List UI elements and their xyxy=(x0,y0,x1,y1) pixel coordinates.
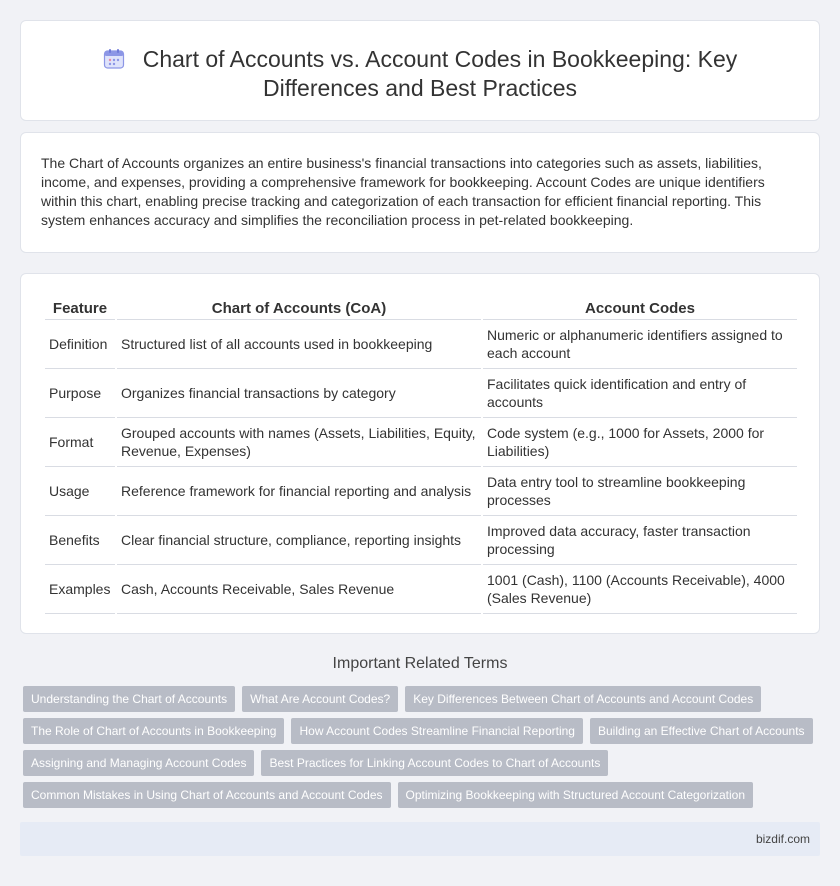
calendar-icon xyxy=(103,48,125,70)
site-name[interactable]: bizdif.com xyxy=(755,832,810,846)
table-row xyxy=(45,320,797,369)
related-term-link[interactable]: What Are Account Codes? xyxy=(242,686,398,712)
account-codes-cell: Numeric or alphanumeric identifiers assigned to each account xyxy=(483,320,797,369)
title-card xyxy=(20,20,820,121)
header-feature: Feature xyxy=(45,294,115,320)
table-row xyxy=(45,467,797,516)
related-term-link[interactable]: Optimizing Bookkeeping with Structured Account Categorization xyxy=(398,782,754,808)
feature-cell: Definition xyxy=(45,320,115,369)
coa-cell: Reference framework for financial reporting and analysis xyxy=(117,467,481,516)
feature-cell: Benefits xyxy=(45,516,115,565)
intro-card xyxy=(20,132,820,253)
table-row xyxy=(45,516,797,565)
table-row xyxy=(45,369,797,418)
header-chart-of-accounts: Chart of Accounts (CoA) xyxy=(117,294,481,320)
footer-bar xyxy=(20,822,820,856)
intro-paragraph: The Chart of Accounts organizes an entire business's financial transactions into categories such as assets, liabilities, income, and expenses, providing a comprehensive framework for bookkeeping. Account Codes are unique identifiers within this chart, enabling precise tracking and categorization of each transaction for efficient financial reporting. This system enhances accuracy and simplifies the reconciliation process in pet-related bookkeeping. xyxy=(41,155,765,228)
account-codes-cell: 1001 (Cash), 1100 (Accounts Receivable), 4000 (Sales Revenue) xyxy=(483,565,797,614)
feature-cell: Format xyxy=(45,418,115,467)
coa-cell: Cash, Accounts Receivable, Sales Revenue xyxy=(117,565,481,614)
feature-cell: Examples xyxy=(45,565,115,614)
account-codes-cell: Data entry tool to streamline bookkeeping processes xyxy=(483,467,797,516)
comparison-table xyxy=(43,294,799,614)
account-codes-cell: Facilitates quick identification and entry of accounts xyxy=(483,369,797,418)
header-account-codes: Account Codes xyxy=(483,294,797,320)
table-header-row xyxy=(45,294,797,320)
coa-cell: Grouped accounts with names (Assets, Liabilities, Equity, Revenue, Expenses) xyxy=(117,418,481,467)
related-term-link[interactable]: Assigning and Managing Account Codes xyxy=(23,750,254,776)
feature-cell: Purpose xyxy=(45,369,115,418)
coa-cell: Organizes financial transactions by category xyxy=(117,369,481,418)
related-terms-list xyxy=(20,686,820,814)
account-codes-cell: Code system (e.g., 1000 for Assets, 2000 for Liabilities) xyxy=(483,418,797,467)
coa-cell: Clear financial structure, compliance, reporting insights xyxy=(117,516,481,565)
table-row xyxy=(45,565,797,614)
table-row xyxy=(45,418,797,467)
related-term-link[interactable]: The Role of Chart of Accounts in Bookkeeping xyxy=(23,718,284,744)
page-title: Chart of Accounts vs. Account Codes in Bookkeeping: Key Differences and Best Practices xyxy=(142,46,738,101)
related-term-link[interactable]: Building an Effective Chart of Accounts xyxy=(590,718,813,744)
account-codes-cell: Improved data accuracy, faster transaction processing xyxy=(483,516,797,565)
comparison-card xyxy=(20,273,820,634)
related-terms-heading: Important Related Terms xyxy=(332,655,508,672)
page-title-row xyxy=(21,45,819,103)
related-term-link[interactable]: How Account Codes Streamline Financial Reporting xyxy=(291,718,582,744)
related-term-link[interactable]: Key Differences Between Chart of Accounts and Account Codes xyxy=(405,686,761,712)
coa-cell: Structured list of all accounts used in bookkeeping xyxy=(117,320,481,369)
feature-cell: Usage xyxy=(45,467,115,516)
related-term-link[interactable]: Common Mistakes in Using Chart of Accounts and Account Codes xyxy=(23,782,391,808)
related-term-link[interactable]: Best Practices for Linking Account Codes to Chart of Accounts xyxy=(261,750,608,776)
related-term-link[interactable]: Understanding the Chart of Accounts xyxy=(23,686,235,712)
